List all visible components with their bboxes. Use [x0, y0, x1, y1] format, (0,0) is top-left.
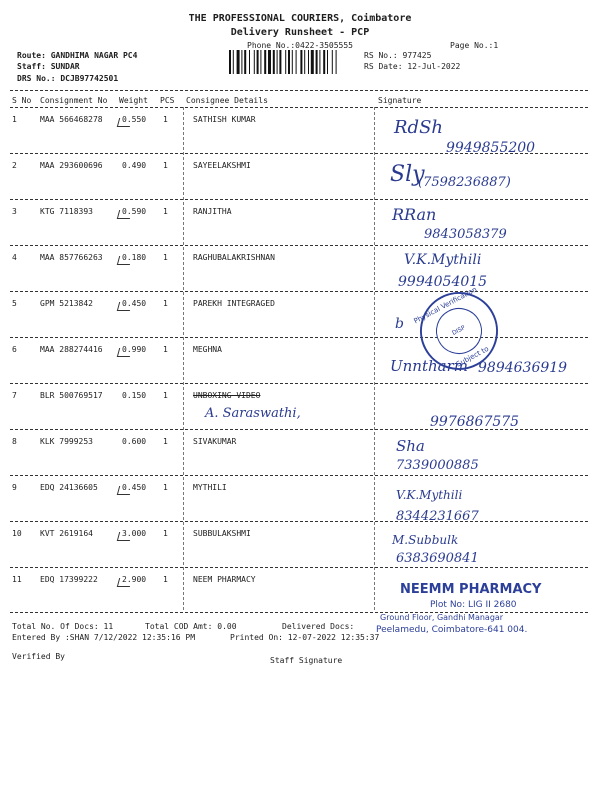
drs-number: DRS No.: DCJB97742501 [17, 74, 119, 83]
signature-phone: 6383690841 [396, 551, 479, 566]
row-consignment: KVT 2619164 [40, 529, 93, 538]
phone-number: Phone No.:0422-3505555 [247, 41, 353, 50]
row-consignment: MAA 288274416 [40, 345, 103, 354]
delivered-docs: Delivered Docs: [282, 622, 355, 631]
verification-stamp: Physical Verification DISP Subject to [406, 278, 511, 383]
pen-tick [117, 348, 132, 357]
row-sno: 3 [12, 207, 17, 216]
col-consignee: Consignee Details [186, 96, 268, 105]
printed-on: Printed On: 12-07-2022 12:35:37 [230, 633, 380, 642]
row-sno: 5 [12, 299, 17, 308]
divider [10, 521, 588, 522]
row-consignee: SAYEELAKSHMI [193, 161, 251, 170]
row-consignment: MAA 293600696 [40, 161, 103, 170]
col-pcs: PCS [160, 96, 175, 105]
pharmacy-stamp-name: NEEMM PHARMACY [400, 582, 542, 597]
divider [10, 383, 588, 384]
signature-phone: 9994054015 [398, 274, 488, 290]
signature-phone: 9976867575 [430, 414, 520, 430]
route: Route: GANDHIMA NAGAR PC4 [17, 51, 138, 60]
row-pcs: 1 [163, 575, 168, 584]
signature-name: Unntharm [390, 357, 468, 375]
staff-signature: Staff Signature [270, 656, 343, 665]
row-pcs: 1 [163, 207, 168, 216]
row-consignment: GPM 5213842 [40, 299, 93, 308]
pen-tick [117, 532, 132, 541]
row-consignee: UNBOXING VIDEO [193, 391, 261, 400]
row-weight: 0.150 [122, 391, 147, 400]
row-consignee: SUBBULAKSHMI [193, 529, 251, 538]
row-pcs: 1 [163, 161, 168, 170]
signature-name: M.Subbulk [392, 533, 459, 547]
divider [10, 107, 588, 108]
row-weight: 0.990 [122, 345, 147, 354]
table-row [0, 207, 600, 253]
divider [10, 291, 588, 292]
row-sno: 8 [12, 437, 17, 446]
page-number: Page No.:1 [450, 41, 499, 50]
signature-name: Sly [390, 162, 425, 187]
company-title: THE PROFESSIONAL COURIERS, Coimbatore [188, 13, 412, 24]
col-signature: Signature [378, 96, 422, 105]
row-consignee: PAREKH INTEGRAGED [193, 299, 275, 308]
verified-by: Verified By [12, 652, 65, 661]
table-row [0, 253, 600, 299]
runsheet-title: Delivery Runsheet - PCP [230, 27, 370, 38]
divider [10, 475, 588, 476]
row-weight: 0.490 [122, 161, 147, 170]
row-pcs: 1 [163, 253, 168, 262]
pen-tick [117, 578, 132, 587]
row-consignee: RAGHUBALAKRISHNAN [193, 253, 275, 262]
row-consignment: KLK 7999253 [40, 437, 93, 446]
signature-phone: 9894636919 [478, 360, 568, 376]
row-consignment: BLR 500769517 [40, 391, 103, 400]
row-sno: 11 [12, 575, 22, 584]
row-consignee: SIVAKUMAR [193, 437, 237, 446]
divider [10, 245, 588, 246]
table-row [0, 529, 600, 575]
signature-name: V.K.Mythili [396, 488, 463, 502]
row-pcs: 1 [163, 391, 168, 400]
pen-tick [117, 256, 132, 265]
signature-phone: 9843058379 [424, 227, 507, 242]
signature-phone: 8344231667 [396, 509, 479, 524]
table-row [0, 299, 600, 345]
row-sno: 7 [12, 391, 17, 400]
row-consignment: MAA 857766263 [40, 253, 103, 262]
row-sno: 2 [12, 161, 17, 170]
row-consignee: SATHISH KUMAR [193, 115, 256, 124]
row-sno: 10 [12, 529, 22, 538]
row-weight: 2.900 [122, 575, 147, 584]
signature-phone: (7598236887) [418, 175, 511, 190]
row-consignee: MEGHNA [193, 345, 222, 354]
row-consignment: EDQ 24136605 [40, 483, 98, 492]
entered-by: Entered By :SHAN 7/12/2022 12:35:16 PM [12, 633, 196, 642]
row-consignment: EDQ 17399222 [40, 575, 98, 584]
row-weight: 0.600 [122, 437, 147, 446]
signature-phone: 9949855200 [446, 140, 536, 156]
rs-number: RS No.: 977425 [364, 51, 432, 60]
divider [10, 90, 588, 91]
signature-name: RdSh [394, 117, 443, 138]
row-sno: 9 [12, 483, 17, 492]
pen-tick [117, 302, 132, 311]
signature-phone: 7339000885 [396, 458, 479, 473]
row-sno: 1 [12, 115, 17, 124]
total-docs: Total No. Of Docs: 11 [12, 622, 114, 631]
row-weight: 0.450 [122, 483, 147, 492]
row-weight: 0.450 [122, 299, 147, 308]
rs-date: RS Date: 12-Jul-2022 [364, 62, 461, 71]
pen-tick [117, 118, 132, 127]
row-consignment: KTG 7118393 [40, 207, 93, 216]
table-row [0, 437, 600, 483]
row-weight: 0.590 [122, 207, 147, 216]
col-sno: S No [12, 96, 32, 105]
pharmacy-stamp-line3: Peelamedu, Coimbatore-641 004. [376, 625, 528, 635]
pharmacy-stamp-line1: Plot No: LIG II 2680 [430, 600, 517, 610]
pen-tick [117, 486, 132, 495]
row-consignee: RANJITHA [193, 207, 232, 216]
divider [10, 199, 588, 200]
signature-name: b [395, 316, 404, 332]
receiver-name: A. Saraswathi, [205, 406, 301, 421]
row-pcs: 1 [163, 299, 168, 308]
signature-name: V.K.Mythili [404, 252, 482, 268]
row-pcs: 1 [163, 483, 168, 492]
row-consignee: NEEM PHARMACY [193, 575, 256, 584]
staff: Staff: SUNDAR [17, 62, 80, 71]
signature-name: Sha [396, 437, 425, 455]
row-sno: 6 [12, 345, 17, 354]
row-weight: 3.000 [122, 529, 147, 538]
row-consignee: MYTHILI [193, 483, 227, 492]
row-consignment: MAA 566468278 [40, 115, 103, 124]
col-consignment: Consignment No [40, 96, 108, 105]
row-pcs: 1 [163, 529, 168, 538]
barcode [229, 50, 363, 74]
signature-name: RRan [392, 205, 437, 224]
row-weight: 0.550 [122, 115, 147, 124]
row-pcs: 1 [163, 437, 168, 446]
pen-tick [117, 210, 132, 219]
total-cod: Total COD Amt: 0.00 [145, 622, 237, 631]
row-pcs: 1 [163, 345, 168, 354]
row-pcs: 1 [163, 115, 168, 124]
col-weight: Weight [119, 96, 148, 105]
row-sno: 4 [12, 253, 17, 262]
pharmacy-stamp-line2: Ground Floor, Gandhi Managar [380, 613, 504, 622]
row-weight: 0.180 [122, 253, 147, 262]
table-row [0, 483, 600, 529]
divider [10, 567, 588, 568]
